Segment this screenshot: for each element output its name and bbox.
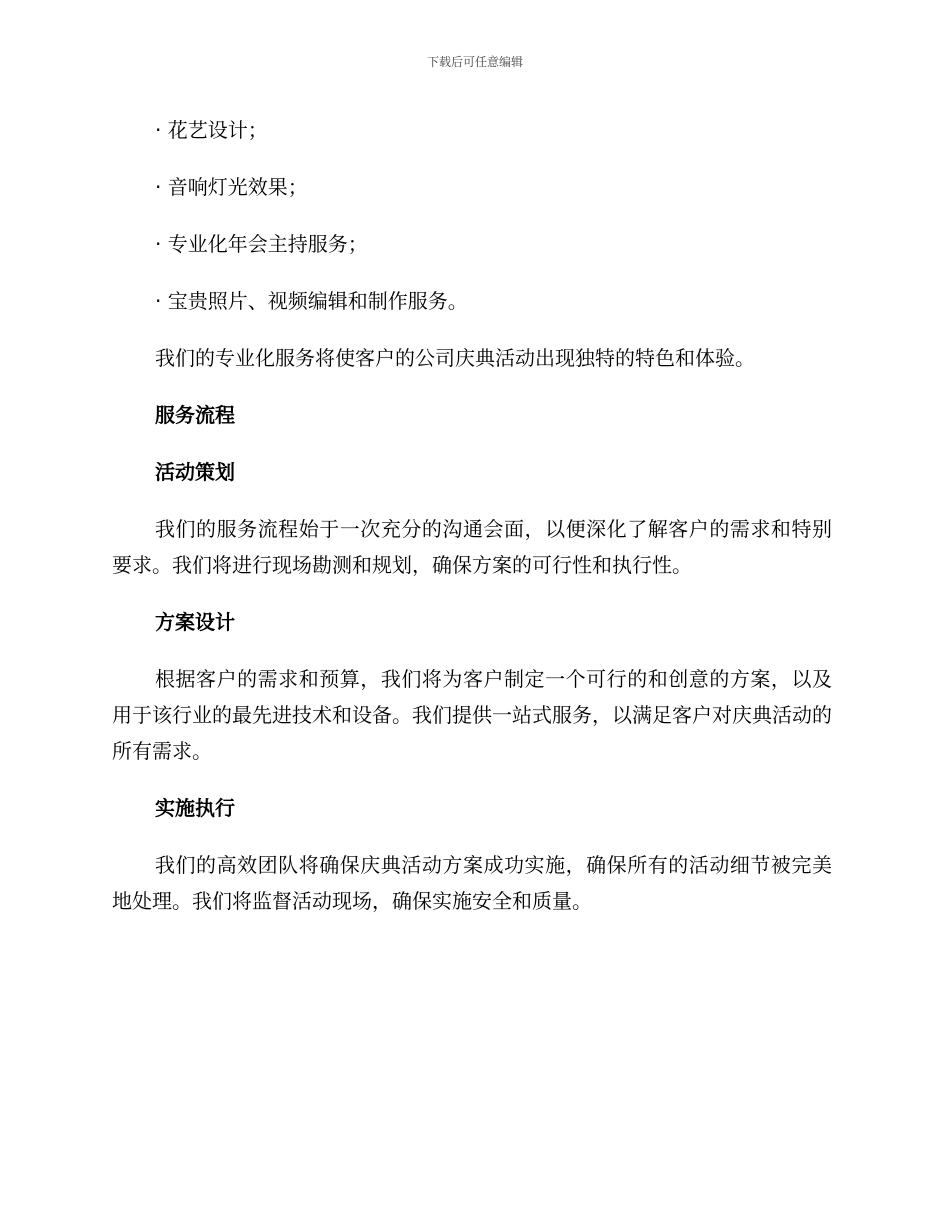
page-header: 下载后可任意编辑 xyxy=(426,55,523,69)
bullet-item: · 花艺设计； xyxy=(155,118,268,142)
subsection-heading-design: 方案设计 xyxy=(155,610,235,634)
subsection-text-execution: 我们的高效团队将确保庆典活动方案成功实施，确保所有的活动细节被完美地处理。我们将监督活动现场，确保实施安全和质量。 xyxy=(112,853,832,913)
bullet-item: · 专业化年会主持服务； xyxy=(155,232,368,256)
section-title: 服务流程 xyxy=(155,403,235,427)
subsection-heading-execution: 实施执行 xyxy=(155,796,235,820)
bullet-item: · 音响灯光效果； xyxy=(155,175,308,199)
subsection-text-planning: 我们的服务流程始于一次充分的沟通会面，以便深化了解客户的需求和特别要求。我们将进行现场勘测和规划，确保方案的可行性和执行性。 xyxy=(112,517,832,577)
subsection-text-design: 根据客户的需求和预算，我们将为客户制定一个可行的和创意的方案，以及用于该行业的最先进技术和设备。我们提供一站式服务，以满足客户对庆典活动的所有需求。 xyxy=(112,667,832,763)
document-body xyxy=(112,112,832,940)
bullet-item: · 宝贵照片、视频编辑和制作服务。 xyxy=(155,289,468,313)
subsection-heading-planning: 活动策划 xyxy=(155,460,235,484)
intro-paragraph: 我们的专业化服务将使客户的公司庆典活动出现独特的特色和体验。 xyxy=(155,346,755,370)
